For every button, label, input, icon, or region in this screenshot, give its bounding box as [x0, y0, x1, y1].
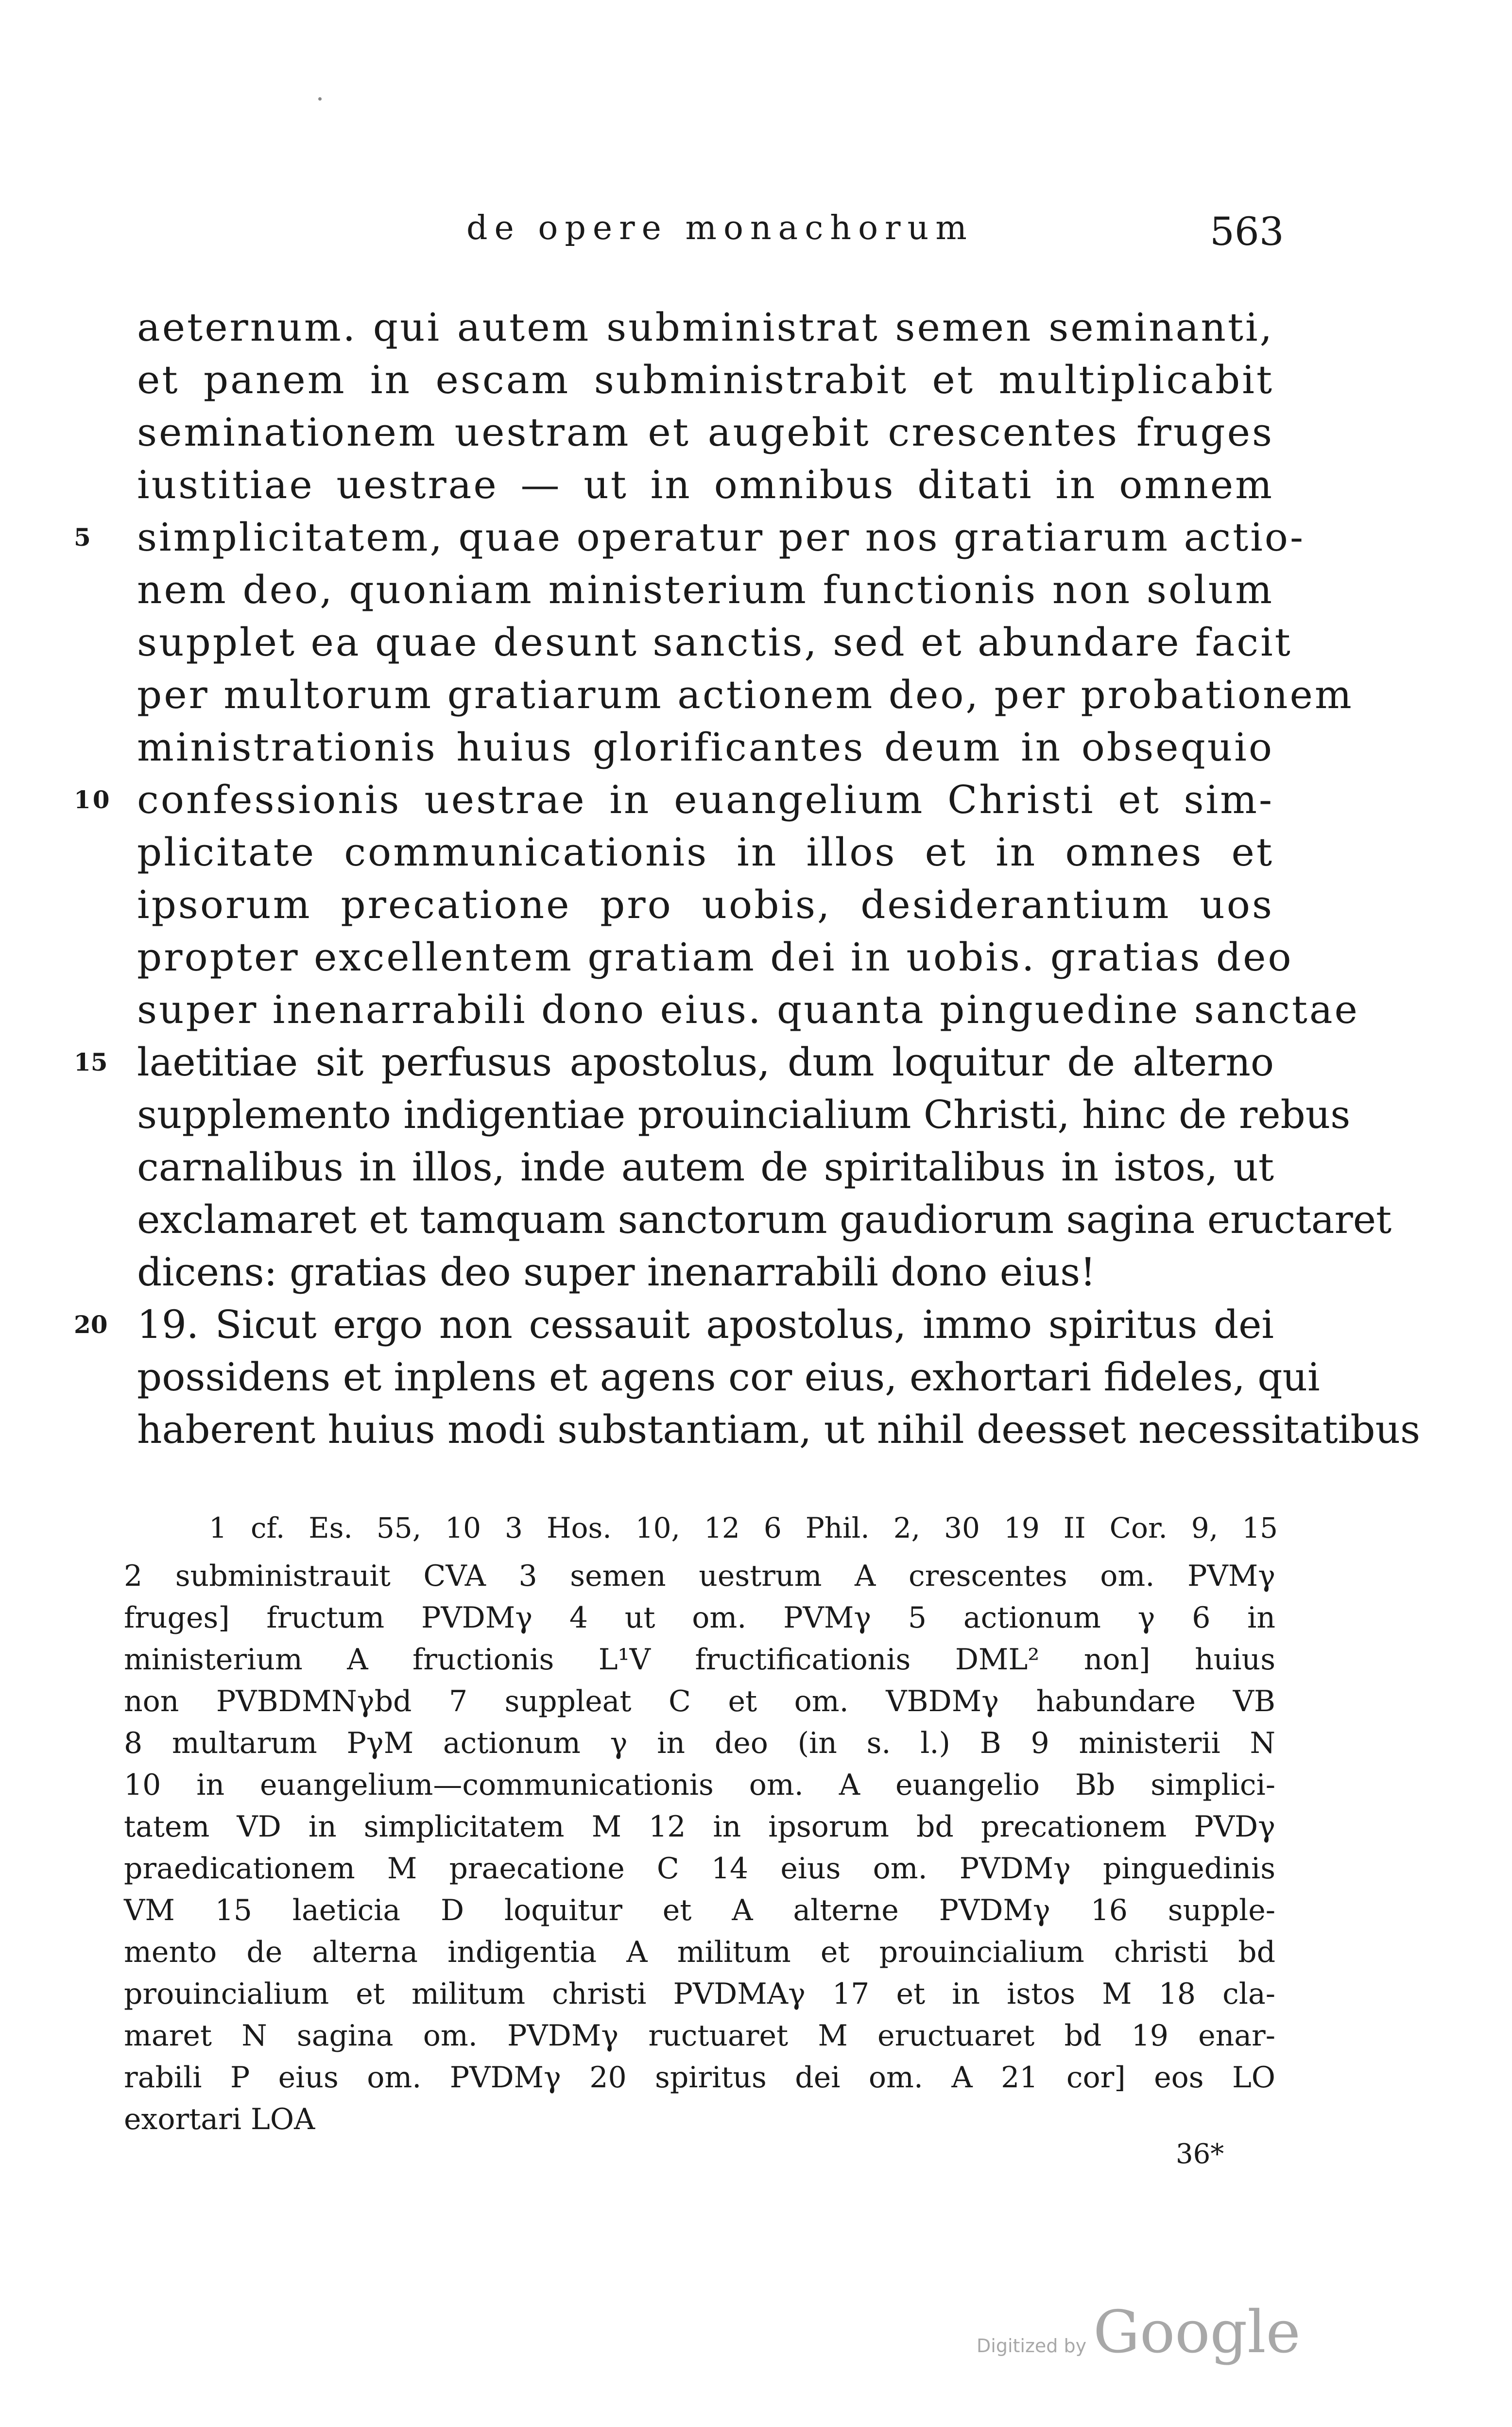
- text-line: [137, 669, 1354, 721]
- text-line: [137, 1141, 1274, 1194]
- line-number: 10: [74, 785, 112, 814]
- line-text: seminationem uestram et augebit crescentes fruges: [137, 410, 1274, 455]
- text-line: [74, 511, 1305, 564]
- text-line: [74, 774, 1274, 826]
- line-text: dicens: gratias deo super inenarrabili dono eius!: [137, 1249, 1096, 1295]
- line-text: supplet ea quae desunt sanctis, sed et abundare facit: [137, 620, 1292, 665]
- apparatus-line: 10 in euangelium—communicationis om. A euangelio Bb simplici-: [124, 1768, 1275, 1802]
- line-text: possidens et inplens et agens cor eius, exhortari fideles, qui: [137, 1354, 1320, 1400]
- text-line: [137, 1246, 1274, 1299]
- line-text: carnalibus in illos, inde autem de spiritalibus in istos, ut: [137, 1144, 1274, 1190]
- digitized-watermark: [977, 2299, 1301, 2366]
- main-text: [74, 301, 1421, 1456]
- line-text: et panem in escam subministrabit et multiplicabit: [137, 357, 1274, 402]
- apparatus-line: praedicationem M praecatione C 14 eius om. PVDMγ pinguedinis: [124, 1852, 1275, 1886]
- signature-mark: 36*: [1176, 2138, 1224, 2170]
- line-text: simplicitatem, quae operatur per nos gratiarum actio-: [137, 515, 1305, 560]
- apparatus-line: exortari LOA: [124, 2102, 315, 2136]
- line-number: 5: [74, 523, 93, 552]
- line-text: per multorum gratiarum actionem deo, per probationem: [137, 672, 1354, 717]
- apparatus-line: tatem VD in simplicitatem M 12 in ipsorum bd precationem PVDγ: [124, 1810, 1275, 1844]
- apparatus-line: 8 multarum PγM actionum γ in deo (in s. l.) B 9 ministerii N: [124, 1726, 1275, 1760]
- apparatus-line: maret N sagina om. PVDMγ ructuaret M eructuaret bd 19 enar-: [124, 2019, 1275, 2053]
- line-text: supplemento indigentiae prouincialium Christi, hinc de rebus: [137, 1092, 1351, 1137]
- line-text: ipsorum precatione pro uobis, desiderantium uos: [137, 882, 1274, 927]
- text-line: [137, 1351, 1320, 1404]
- text-line: [74, 1036, 1274, 1089]
- line-text: aeternum. qui autem subministrat semen seminanti,: [137, 305, 1274, 350]
- apparatus-line: ministerium A fructionis L¹V fructificationis DML² non] huius: [124, 1643, 1275, 1677]
- apparatus-line: rabili P eius om. PVDMγ 20 spiritus dei om. A 21 cor] eos LO: [124, 2061, 1275, 2095]
- google-logo: Google: [1093, 2299, 1301, 2366]
- scripture-references: 1 cf. Es. 55, 10 3 Hos. 10, 12 6 Phil. 2, 30 19 II Cor. 9, 15: [209, 1511, 1278, 1544]
- page-number: 563: [1210, 209, 1284, 254]
- line-text: plicitate communicationis in illos et in omnes et: [137, 830, 1274, 875]
- line-text: iustitiae uestrae — ut in omnibus ditati in omnem: [137, 462, 1274, 507]
- apparatus-line: 2 subministrauit CVA 3 semen uestrum A crescentes om. PVMγ: [124, 1559, 1275, 1593]
- apparatus-line: prouincialium et militum christi PVDMAγ 17 et in istos M 18 cla-: [124, 1977, 1275, 2011]
- apparatus-line: fruges] fructum PVDMγ 4 ut om. PVMγ 5 actionum γ 6 in: [124, 1601, 1275, 1635]
- speck: [318, 97, 322, 101]
- line-text: laetitiae sit perfusus apostolus, dum loquitur de alterno: [137, 1040, 1274, 1085]
- running-head: de opere monachorum: [466, 209, 974, 247]
- text-line: [137, 1089, 1351, 1141]
- critical-apparatus: [124, 1555, 1275, 2140]
- line-text: 19. Sicut ergo non cessauit apostolus, immo spiritus dei: [137, 1302, 1274, 1347]
- text-line: [137, 616, 1292, 669]
- line-text: super inenarrabili dono eius. quanta pinguedine sanctae: [137, 987, 1359, 1032]
- text-line: [137, 301, 1274, 354]
- text-line: [137, 879, 1274, 931]
- apparatus-line: non PVBDMNγbd 7 suppleat C et om. VBDMγ habundare VB: [124, 1684, 1275, 1718]
- text-line: [137, 354, 1274, 406]
- text-line: [137, 1194, 1392, 1246]
- line-number: 20: [74, 1310, 108, 1339]
- text-line: [137, 564, 1274, 616]
- text-line: [137, 826, 1274, 879]
- text-line: [137, 984, 1359, 1036]
- text-line: [137, 721, 1274, 774]
- line-text: confessionis uestrae in euangelium Christi et sim-: [137, 777, 1274, 822]
- text-line: [137, 406, 1274, 459]
- text-line: [137, 931, 1293, 984]
- watermark-prefix: Digitized by: [977, 2335, 1087, 2357]
- text-line: [137, 1404, 1421, 1456]
- line-text: nem deo, quoniam ministerium functionis non solum: [137, 567, 1274, 612]
- text-line: [74, 1299, 1274, 1351]
- text-line: [137, 459, 1274, 511]
- line-text: propter excellentem gratiam dei in uobis. gratias deo: [137, 935, 1293, 980]
- line-text: exclamaret et tamquam sanctorum gaudiorum sagina eructaret: [137, 1197, 1392, 1242]
- apparatus-line: VM 15 laeticia D loquitur et A alterne PVDMγ 16 supple-: [124, 1893, 1275, 1927]
- line-number: 15: [74, 1048, 108, 1076]
- line-text: ministrationis huius glorificantes deum in obsequio: [137, 725, 1274, 770]
- apparatus-line: mento de alterna indigentia A militum et prouincialium christi bd: [124, 1935, 1275, 1969]
- line-text: haberent huius modi substantiam, ut nihil deesset necessitatibus: [137, 1407, 1421, 1452]
